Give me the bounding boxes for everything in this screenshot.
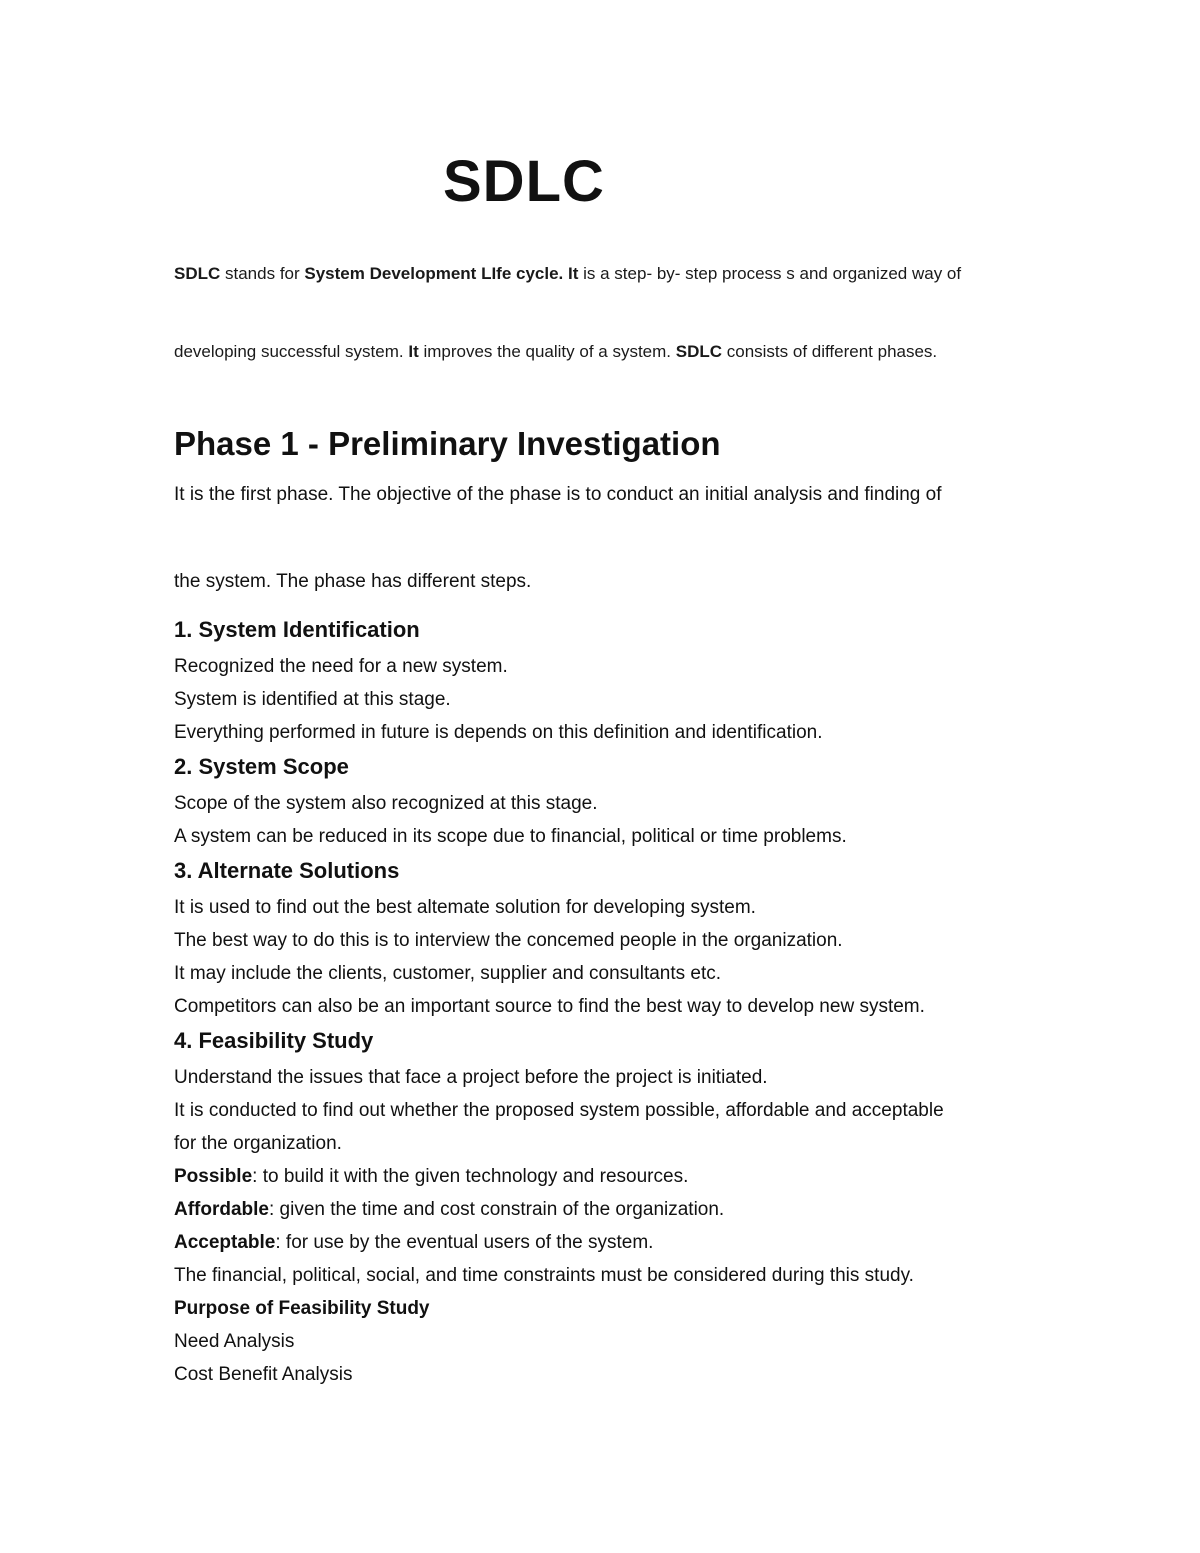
step-4-heading: 4. Feasibility Study (174, 1028, 374, 1053)
step-1-body (174, 650, 823, 749)
purpose-heading (174, 1292, 944, 1325)
step-4-line: It is conducted to find out whether the proposed system possible, affordable and acceptable (174, 1100, 944, 1121)
step-4-body (174, 1061, 944, 1391)
purpose-item: Cost Benefit Analysis (174, 1364, 353, 1385)
intro-text: stands for (220, 264, 305, 283)
step-4-line: for the organization. (174, 1133, 342, 1154)
step-3-heading: 3. Alternate Solutions (174, 858, 400, 883)
feasibility-possible (174, 1160, 944, 1193)
feasibility-definition: : for use by the eventual users of the system. (275, 1232, 654, 1253)
feasibility-definition: : to build it with the given technology and resources. (252, 1166, 689, 1187)
step-2-heading: 2. System Scope (174, 754, 349, 779)
step-1-line: System is identified at this stage. (174, 689, 451, 710)
phase-1-paragraph-line-2: the system. The phase has different steps. (174, 571, 532, 592)
intro-term-system-development-life-cycle: System Development LIfe cycle. (304, 264, 564, 283)
feasibility-affordable (174, 1193, 944, 1226)
feasibility-term: Affordable (174, 1199, 269, 1220)
feasibility-definition: : given the time and cost constrain of the organization. (269, 1199, 725, 1220)
step-1-line: Everything performed in future is depends on this definition and identification. (174, 722, 823, 743)
phase-1-paragraph-line-1: It is the first phase. The objective of the phase is to conduct an initial analysis and finding of (174, 484, 942, 505)
purpose-heading-text: Purpose of Feasibility Study (174, 1298, 430, 1319)
step-3-line: Competitors can also be an important source to find the best way to develop new system. (174, 996, 925, 1017)
phase-1-heading: Phase 1 - Preliminary Investigation (174, 425, 721, 462)
intro-term-it: It (408, 342, 419, 361)
step-1-heading: 1. System Identification (174, 617, 420, 642)
step-2-body (174, 787, 847, 853)
step-4-line: Understand the issues that face a project before the project is initiated. (174, 1067, 768, 1088)
intro-line-2 (174, 342, 937, 362)
step-3-body (174, 891, 925, 1023)
intro-text: developing successful system. (174, 342, 409, 361)
feasibility-constraints: The financial, political, social, and time constraints must be considered during this study. (174, 1265, 914, 1286)
step-3-line: The best way to do this is to interview the concemed people in the organization. (174, 930, 843, 951)
step-1-line: Recognized the need for a new system. (174, 656, 508, 677)
feasibility-term: Acceptable (174, 1232, 276, 1253)
feasibility-term: Possible (174, 1166, 253, 1187)
intro-term-it: It (568, 264, 579, 283)
intro-term-sdlc: SDLC (174, 264, 221, 283)
step-3-line: It is used to find out the best altemate solution for developing system. (174, 897, 756, 918)
intro-line-1 (174, 264, 961, 284)
step-2-line: Scope of the system also recognized at this stage. (174, 793, 598, 814)
step-3-line: It may include the clients, customer, supplier and consultants etc. (174, 963, 722, 984)
intro-term-sdlc: SDLC (675, 342, 723, 361)
document-title: SDLC (443, 149, 605, 214)
purpose-item: Need Analysis (174, 1331, 295, 1352)
intro-text: consists of different phases. (722, 342, 938, 361)
feasibility-acceptable (174, 1226, 944, 1259)
intro-text: improves the quality of a system. (418, 342, 676, 361)
step-2-line: A system can be reduced in its scope due to financial, political or time problems. (174, 826, 847, 847)
intro-text: is a step- by- step process s and organized way of (578, 264, 962, 283)
